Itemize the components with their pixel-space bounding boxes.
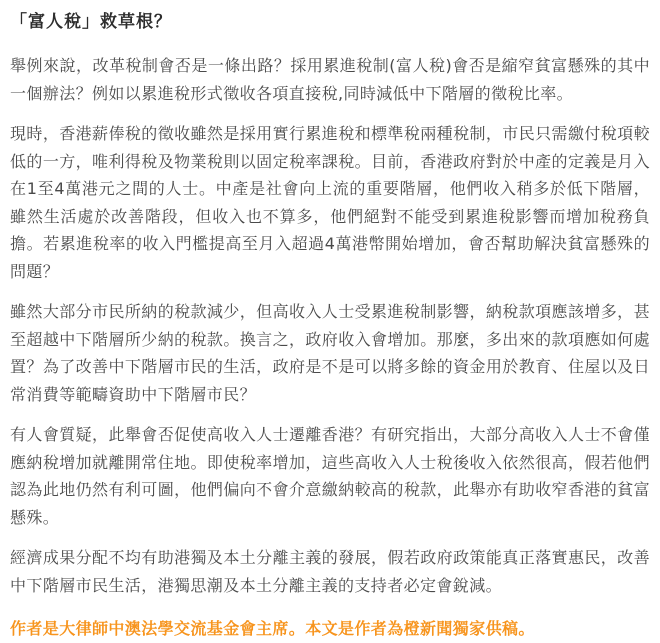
article-paragraph-5: 經濟成果分配不均有助港獨及本土分離主義的發展，假若政府政策能真正落實惠民，改善中下階層市民生活，港獨思潮及本土分離主義的支持者必定會銳減。 <box>10 548 650 595</box>
article-paragraph-2: 現時，香港薪俸稅的徵收雖然是採用實行累進稅和標準稅兩種稅制，市民只需繳付稅項較低的一方，唯利得稅及物業稅則以固定稅率課稅。目前，香港政府對於中產的定義是月入在1至4萬港元之間的人士。中產是社會向上流的重要階層，他們收入稍多於低下階層，雖然生活處於改善階段，但收入也不算多，他們絕對不能受到累進稅影響而增加稅務負擔。若累進稅率的收入門檻提高至月入超過4萬港幣開始增加，會否幫助解決貧富懸殊的問題？ <box>10 124 650 281</box>
author-source-note: 作者是大律師中澳法學交流基金會主席。本文是作者為橙新聞獨家供稿。 <box>10 619 535 638</box>
article-title: 「富人稅」救草根？ <box>10 12 172 32</box>
article-paragraph-4: 有人會質疑，此舉會否促使高收入人士遷離香港？有研究指出，大部分高收入人士不會僅應納稅增加就離開常住地。即使稅率增加，這些高收入人士稅後收入依然很高，假若他們認為此地仍然有利可圖，他們偏向不會介意繳納較高的稅款，此舉亦有助收窄香港的貧富懸殊。 <box>10 425 650 527</box>
article-paragraph-1: 舉例來說，改革稅制會否是一條出路？採用累進稅制(富人稅)會否是縮窄貧富懸殊的其中一個辦法？例如以累進稅形式徵收各項直接稅,同時減低中下階層的徵稅比率。 <box>10 56 650 103</box>
article-paragraph-3: 雖然大部分市民所納的稅款減少，但高收入人士受累進稅制影響，納稅款項應該增多，甚至超越中下階層所少納的稅款。換言之，政府收入會增加。那麼，多出來的款項應如何處置？為了改善中下階層市民的生活，政府是不是可以將多餘的資金用於教育、住屋以及日常消費等範疇資助中下階層市民？ <box>10 302 650 404</box>
